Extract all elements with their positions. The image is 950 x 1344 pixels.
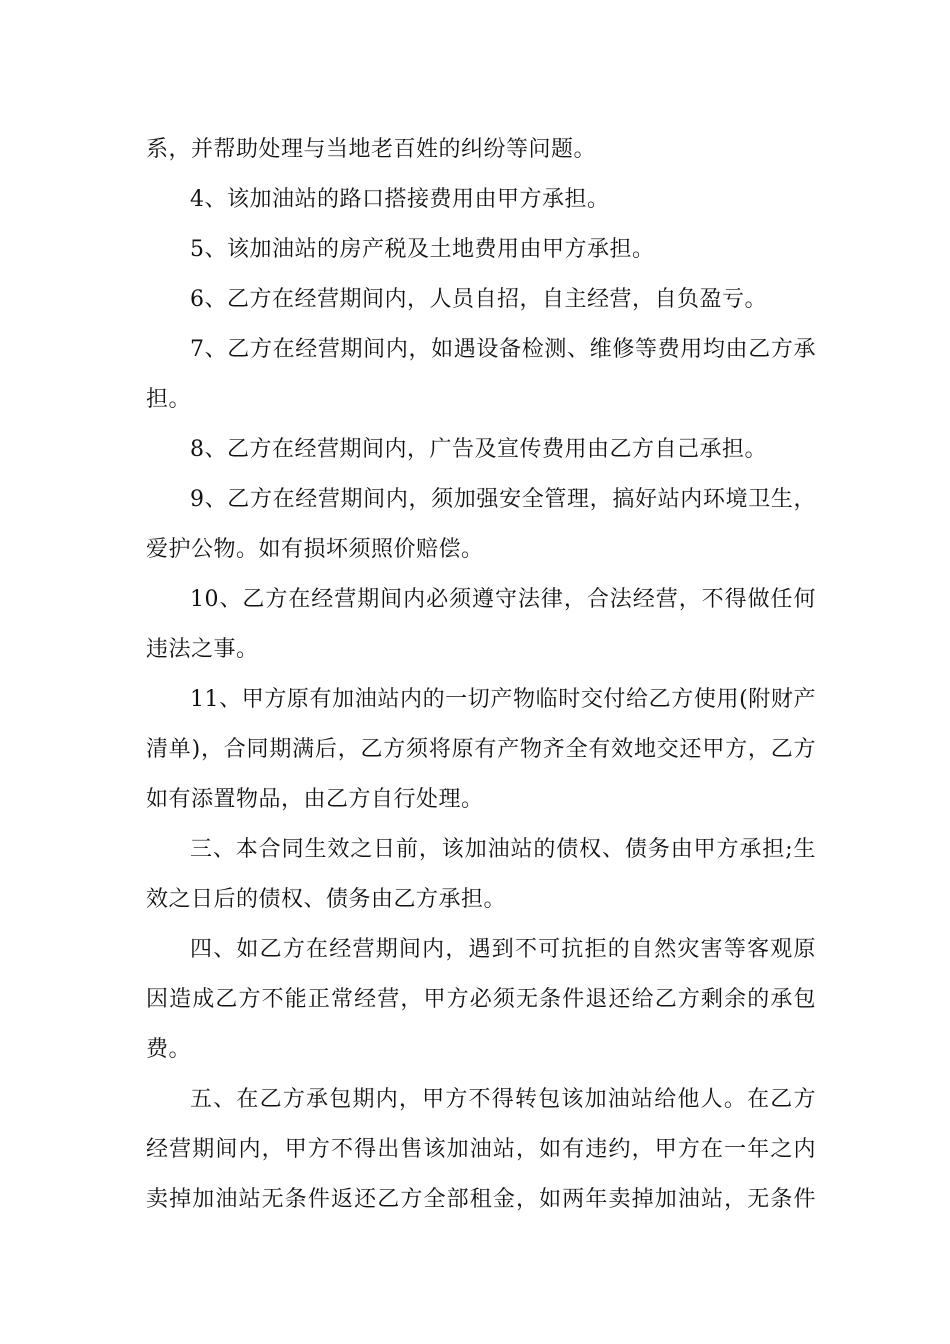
text-line: 经营期间内，甲方不得出售该加油站，如有违约，甲方在一年之内 <box>146 1137 816 1162</box>
text-line: 费。 <box>146 1037 192 1062</box>
text-line: 5、该加油站的房产税及土地费用由甲方承担。 <box>190 237 655 262</box>
text-line: 6、乙方在经营期间内，人员自招，自主经营，自负盈亏。 <box>190 287 767 312</box>
text-line: 9、乙方在经营期间内，须加强安全管理，搞好站内环境卫生， <box>190 487 816 512</box>
text-line: 7、乙方在经营期间内，如遇设备检测、维修等费用均由乙方承 <box>190 337 816 362</box>
text-line: 五、在乙方承包期内，甲方不得转包该加油站给他人。在乙方 <box>190 1087 816 1112</box>
text-line: 四、如乙方在经营期间内，遇到不可抗拒的自然灾害等客观原 <box>190 937 816 962</box>
text-line: 10、乙方在经营期间内必须遵守法律，合法经营，不得做任何 <box>190 587 816 612</box>
text-line: 11、甲方原有加油站内的一切产物临时交付给乙方使用(附财产 <box>190 687 816 712</box>
text-line: 清单)，合同期满后，乙方须将原有产物齐全有效地交还甲方，乙方 <box>146 737 816 762</box>
text-line: 三、本合同生效之日前，该加油站的债权、债务由甲方承担;生 <box>190 837 816 862</box>
text-line: 违法之事。 <box>146 637 259 662</box>
text-line: 效之日后的债权、债务由乙方承担。 <box>146 887 507 912</box>
text-line: 爱护公物。如有损坏须照价赔偿。 <box>146 537 484 562</box>
text-line: 担。 <box>146 387 192 412</box>
text-line: 4、该加油站的路口搭接费用由甲方承担。 <box>190 187 610 212</box>
text-line: 系，并帮助处理与当地老百姓的纠纷等问题。 <box>146 137 597 162</box>
text-line: 8、乙方在经营期间内，广告及宣传费用由乙方自己承担。 <box>190 437 767 462</box>
text-line: 如有添置物品，由乙方自行处理。 <box>146 787 484 812</box>
text-line: 因造成乙方不能正常经营，甲方必须无条件退还给乙方剩余的承包 <box>146 987 816 1012</box>
text-line: 卖掉加油站无条件返还乙方全部租金，如两年卖掉加油站，无条件 <box>146 1187 816 1212</box>
